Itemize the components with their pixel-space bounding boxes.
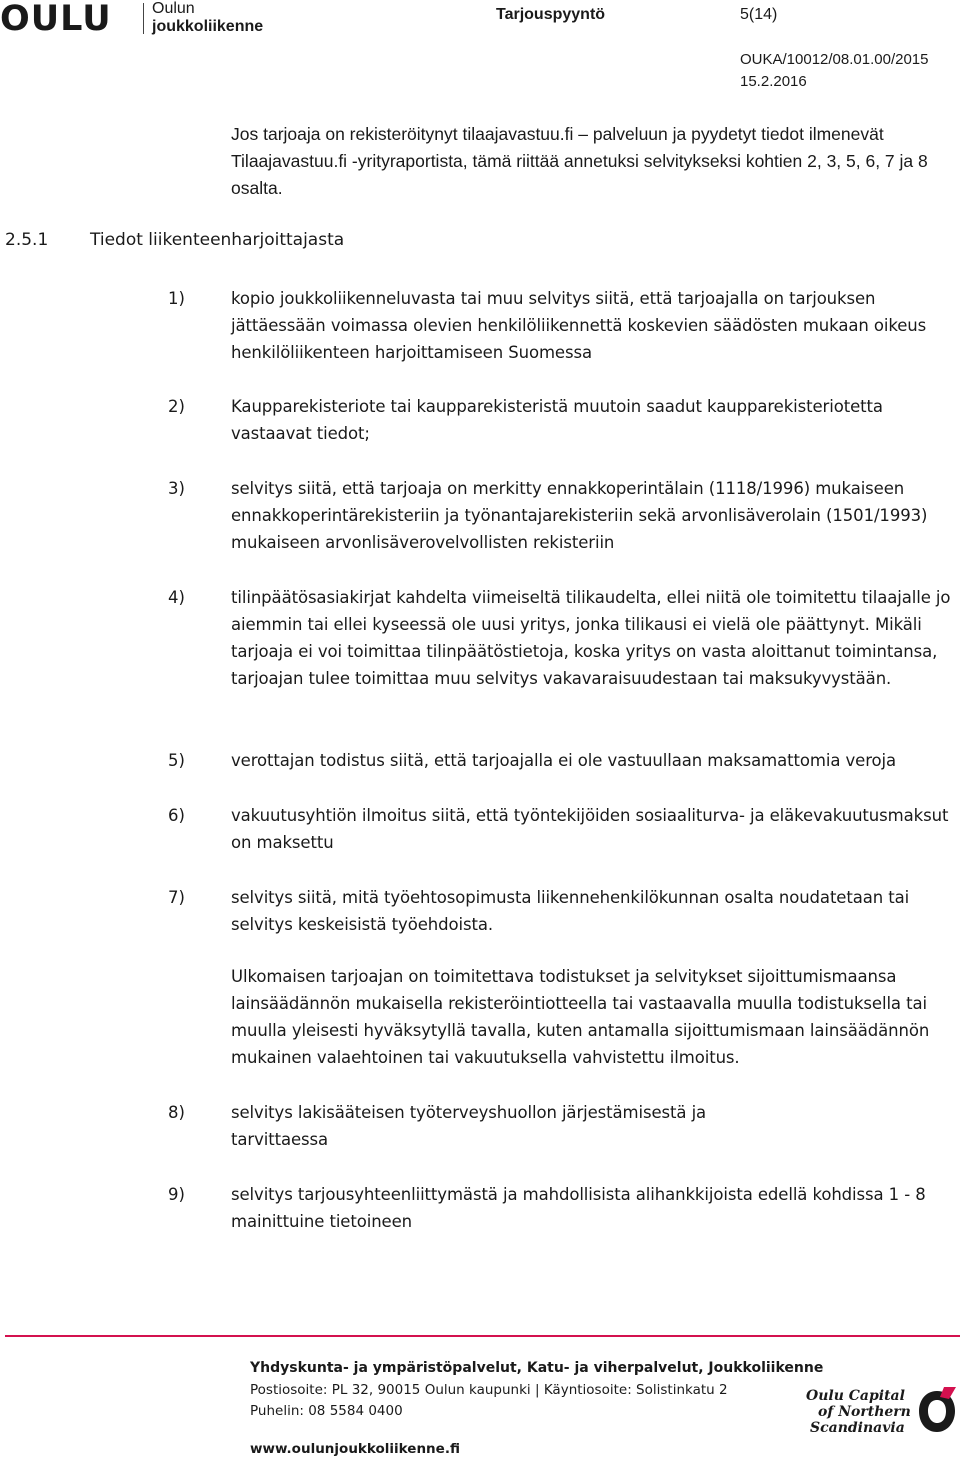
foreign-tenderer-note: Ulkomaisen tarjoajan on toimitettava todistukset ja selvitykset sijoittumismaansa lainsäädännön mukaisella rekisteröintiotteella tai vastaavalla muulla todistuksella tai muulla yleisesti hyväksytyllä tavalla, kuten antamalla sijoittumismaan lainsäädännön mukainen valaehtoinen tai vakuutuksella vahvistettu ilmoitus.	[231, 967, 930, 1067]
capital-logo-line-2: of Northern	[818, 1404, 911, 1420]
footer-divider	[5, 1335, 960, 1337]
list-item-number: 7)	[168, 888, 185, 907]
list-item-text: selvitys lakisääteisen työterveyshuollon järjestämisestä ja tarvittaessa	[231, 1103, 707, 1149]
capital-logo-line-3: Scandinavia	[810, 1420, 905, 1436]
oulu-capital-logo	[806, 1385, 956, 1437]
oulun-joukkoliikenne-logo	[0, 0, 290, 40]
footer-phone: Puhelin: 08 5584 0400	[250, 1403, 403, 1419]
footer-website-link[interactable]: www.oulunjoukkoliikenne.fi	[250, 1441, 460, 1457]
list-item-number: 3)	[168, 479, 185, 498]
logo-divider	[143, 3, 144, 34]
list-item-text: Kaupparekisteriote tai kaupparekisteristä muutoin saadut kaupparekisteriotetta vastaavat tiedot;	[231, 397, 883, 443]
list-item-number: 1)	[168, 289, 185, 308]
list-item-text: selvitys tarjousyhteenliittymästä ja mahdollisista alihankkijoista edellä kohdissa 1 - 8 mainittuine tietoineen	[231, 1185, 926, 1231]
list-item-number: 2)	[168, 397, 185, 416]
document-date: 15.2.2016	[740, 73, 807, 90]
list-item-number: 6)	[168, 806, 185, 825]
capital-logo-line-1: Oulu Capital	[806, 1388, 905, 1404]
list-item-number: 9)	[168, 1185, 185, 1204]
document-reference: OUKA/10012/08.01.00/2015	[740, 51, 929, 68]
logo-text	[152, 0, 263, 36]
list-item-text: selvitys siitä, että tarjoaja on merkitty ennakkoperintälain (1118/1996) mukaiseen ennakkoperintärekisteriin ja työnantajarekisteriin sekä arvonlisäverolain (1501/1993) mukaiseen arvonlisäverovelvollisten rekisteriin	[231, 479, 928, 552]
logo-mark: OULU	[0, 0, 112, 39]
logo-line-1: Oulun	[152, 0, 195, 17]
list-item-number: 8)	[168, 1103, 185, 1122]
logo-line-2: joukkoliikenne	[152, 18, 264, 35]
list-item-text: kopio joukkoliikenneluvasta tai muu selvitys siitä, että tarjoajalla on tarjouksen jättäessään voimassa olevien henkilöliikennettä koskevien säädösten mukaan oikeus henkilöliikenteen harjoittamiseen Suomessa	[231, 289, 927, 362]
list-item-text: tilinpäätösasiakirjat kahdelta viimeiseltä tilikaudelta, ellei niitä ole toimitettu tilaajalle jo aiemmin tai ellei kyseessä ole uusi yritys, jonka tilikausi ei vielä ole päättynyt. Mikäli tarjoaja ei voi toimittaa tilinpäätöstietoja, koska yritys on vasta aloittanut toimintansa, tarjoajan tulee toimittaa muu selvitys vakavaraisuudestaan tai maksukyvystään.	[231, 588, 951, 688]
intro-paragraph: Jos tarjoaja on rekisteröitynyt tilaajavastuu.fi – palveluun ja pyydetyt tiedot ilmenevät Tilaajavastuu.fi -yrityraportista, tämä riittää annetuksi selvitykseksi kohtien 2, 3, 5, 6, 7 ja 8 osalta.	[231, 124, 928, 198]
section-number: 2.5.1	[5, 230, 49, 250]
footer-address: Postiosoite: PL 32, 90015 Oulun kaupunki | Käyntiosoite: Solistinkatu 2	[250, 1382, 728, 1398]
document-type: Tarjouspyyntö	[496, 6, 606, 23]
list-item-number: 5)	[168, 751, 185, 770]
footer-department: Yhdyskunta- ja ympäristöpalvelut, Katu- ja viherpalvelut, Joukkoliikenne	[250, 1360, 824, 1376]
list-item-text: vakuutusyhtiön ilmoitus siitä, että työntekijöiden sosiaaliturva- ja eläkevakuutusmaksut on maksettu	[231, 806, 949, 852]
list-item-text: selvitys siitä, mitä työehtosopimusta liikennehenkilökunnan osalta noudatetaan tai selvitys keskeisistä työehdoista.	[231, 888, 910, 934]
capital-logo-emblem-icon	[916, 1387, 958, 1435]
list-item-text: verottajan todistus siitä, että tarjoajalla ei ole vastuullaan maksamattomia veroja	[231, 751, 897, 770]
list-item-number: 4)	[168, 588, 185, 607]
page-number: 5(14)	[740, 6, 778, 23]
section-title: Tiedot liikenteenharjoittajasta	[90, 230, 345, 250]
